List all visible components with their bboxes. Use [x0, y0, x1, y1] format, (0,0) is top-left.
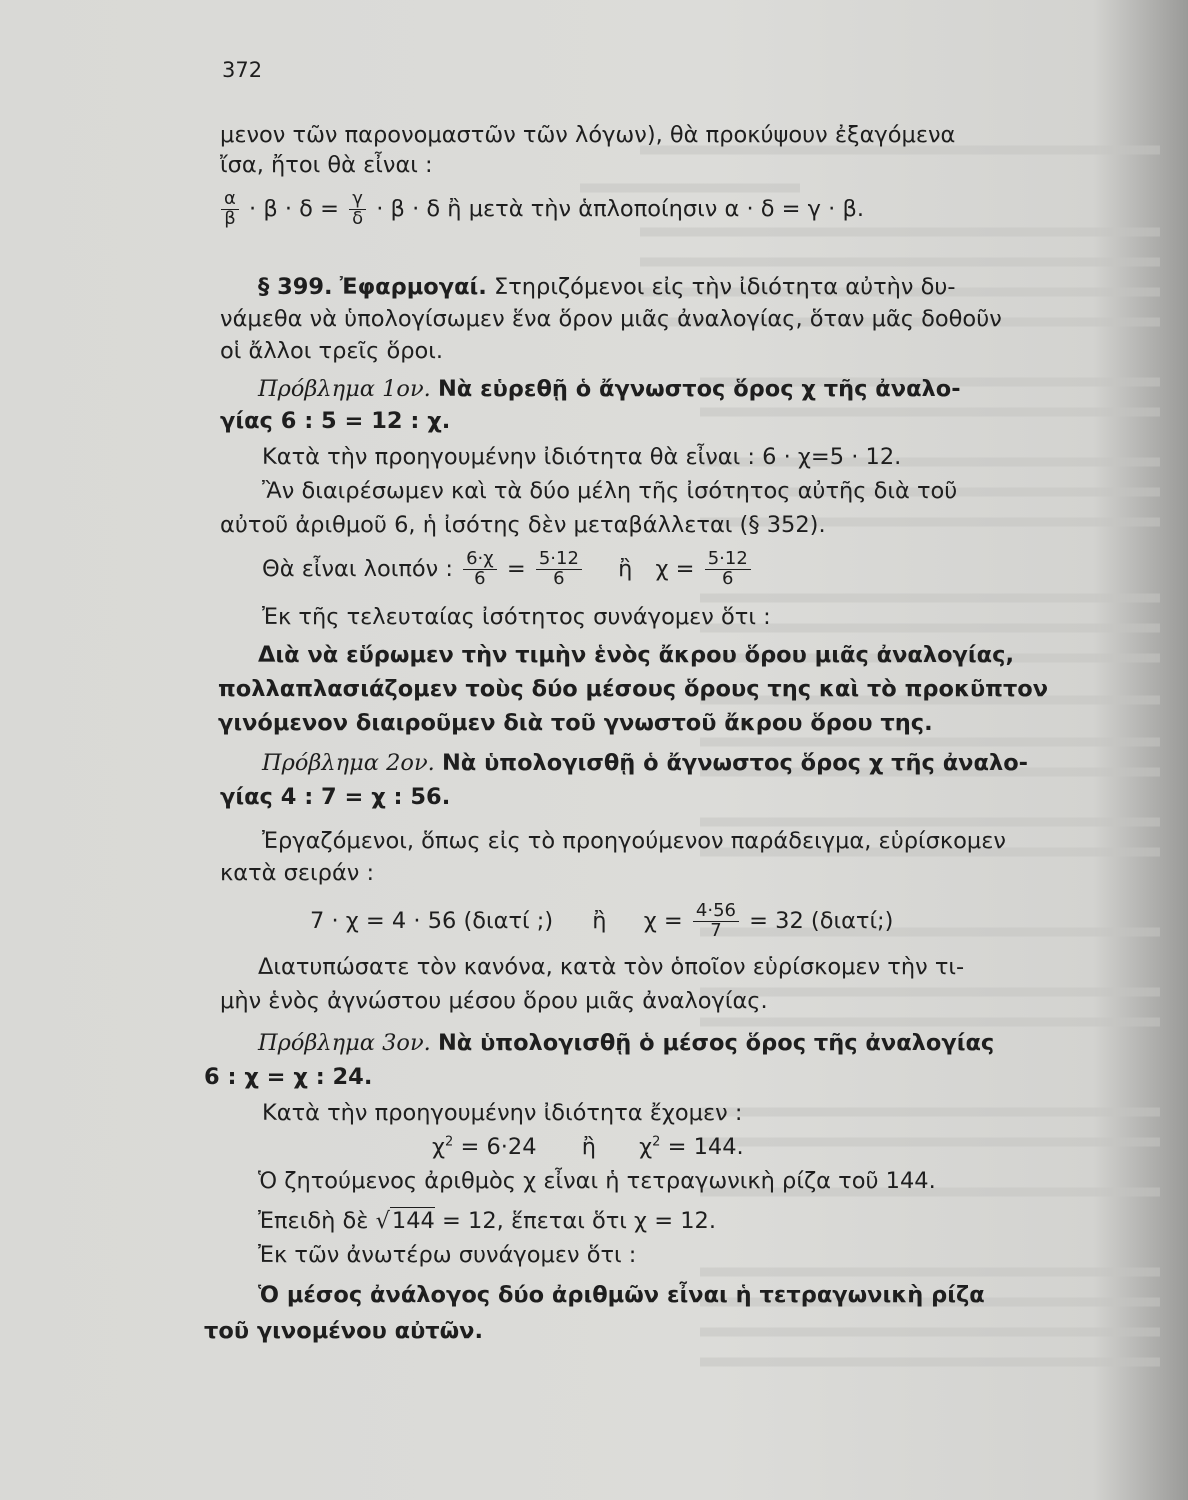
fraction: $\frac{\alpha}{\beta}$	[221, 190, 239, 229]
text-line: αὐτοῦ ἀριθμοῦ 6, ἡ ἰσότης δὲν μεταβάλλεται (§ 352).	[220, 512, 826, 538]
problem-2-heading: Πρόβλημα 2ον. Νὰ ὑπολογισθῇ ὁ ἄγνωστος ὅρος χ τῆς ἀναλο-	[262, 750, 1028, 776]
text-line: μὴν ἑνὸς ἀγνώστου μέσου ὅρου μιᾶς ἀναλογίας.	[220, 988, 768, 1014]
rule-text: Ὁ μέσος ἀνάλογος δύο ἀριθμῶν εἶναι ἡ τετραγωνικὴ ρίζα	[258, 1282, 985, 1308]
section-number: § 399.	[258, 274, 333, 300]
text-line: γίας 6 : 5 = 12 : χ.	[220, 408, 451, 434]
fraction: $\frac{5\cdot 12}{6}$	[705, 550, 751, 589]
rule-text: Διὰ νὰ εὕρωμεν τὴν τιμὴν ἑνὸς ἄκρου ὅρου μιᾶς ἀναλογίας,	[258, 642, 1014, 668]
problem-label: Πρόβλημα 1ον.	[258, 376, 431, 402]
rule-text: γινόμενον διαιροῦμεν διὰ τοῦ γνωστοῦ ἄκρου ὅρου της.	[218, 710, 933, 736]
section-heading-line: § 399. Ἐφαρμογαί. Στηριζόμενοι εἰς τὴν ἰδιότητα αὐτὴν δυ-	[258, 274, 956, 300]
problem-label: Πρόβλημα 2ον.	[262, 750, 435, 776]
fraction: $\frac{4\cdot 56}{7}$	[693, 902, 739, 941]
text-line: Κατὰ τὴν προηγουμένην ἰδιότητα θὰ εἶναι : 6 · χ=5 · 12.	[262, 444, 902, 470]
sqrt-radicand: 144	[391, 1208, 435, 1234]
problem-label: Πρόβλημα 3ον.	[258, 1030, 431, 1056]
text-line: Κατὰ τὴν προηγουμένην ἰδιότητα ἔχομεν :	[262, 1100, 743, 1126]
equation-line: Θὰ εἶναι λοιπόν : $\frac{6\cdot\chi}{6}$ = $\frac{5\cdot 12}{6}$ ἢ χ = $\frac{5\cdot 12}{6}$	[262, 550, 754, 589]
text-line: Ἂν διαιρέσωμεν καὶ τὰ δύο μέλη τῆς ἰσότητος αὐτῆς διὰ τοῦ	[262, 478, 958, 504]
equation-line: Ἐπειδὴ δὲ √144 = 12, ἕπεται ὅτι χ = 12.	[258, 1208, 716, 1234]
fraction: $\frac{\gamma}{\delta}$	[349, 190, 366, 229]
text-line: Διατυπώσατε τὸν κανόνα, κατὰ τὸν ὁποῖον εὑρίσκομεν τὴν τι-	[258, 954, 965, 980]
text-line: γίας 4 : 7 = χ : 56.	[220, 784, 451, 810]
text-line: ἴσα, ἤτοι θὰ εἶναι :	[220, 152, 433, 178]
text-line: κατὰ σειράν :	[220, 860, 375, 886]
text-line: οἱ ἄλλοι τρεῖς ὅροι.	[220, 338, 444, 364]
text-line: 6 : χ = χ : 24.	[204, 1064, 373, 1090]
text-line: μενον τῶν παρονομαστῶν τῶν λόγων), θὰ προκύψουν ἐξαγόμενα	[220, 122, 956, 148]
equation-line: $\chi^2 = 6\cdot 24$ ἢ $\chi^2 = 144$.	[432, 1134, 744, 1160]
equation-line: $\frac{\alpha}{\beta}$ · β · δ = $\frac{\gamma}{\delta}$ · β · δ ἢ μετὰ τὴν ἁπλοποίησιν α · δ = γ · β.	[218, 190, 864, 229]
section-title: Ἐφαρμογαί.	[339, 274, 487, 300]
page-number: 372	[222, 58, 263, 82]
equation-line: 7 · χ = 4 · 56 (διατί ;) ἢ χ = $\frac{4\cdot 56}{7}$ = 32 (διατί;)	[310, 900, 894, 941]
text-line: Ἐργαζόμενοι, ὅπως εἰς τὸ προηγούμενον παράδειγμα, εὑρίσκομεν	[262, 828, 1006, 854]
problem-3-heading: Πρόβλημα 3ον. Νὰ ὑπολογισθῇ ὁ μέσος ὅρος τῆς ἀναλογίας	[258, 1030, 995, 1056]
fraction: $\frac{5\cdot 12}{6}$	[536, 550, 582, 589]
text-line: Ἐκ τῆς τελευταίας ἰσότητος συνάγομεν ὅτι :	[262, 604, 771, 630]
rule-text: τοῦ γινομένου αὐτῶν.	[204, 1318, 484, 1344]
fraction: $\frac{6\cdot\chi}{6}$	[463, 550, 497, 589]
text-line: Ἐκ τῶν ἀνωτέρω συνάγομεν ὅτι :	[258, 1242, 637, 1268]
text-line: Ὁ ζητούμενος ἀριθμὸς χ εἶναι ἡ τετραγωνικὴ ρίζα τοῦ 144.	[258, 1168, 936, 1194]
text-line: νάμεθα νὰ ὑπολογίσωμεν ἕνα ὅρον μιᾶς ἀναλογίας, ὅταν μᾶς δοθοῦν	[220, 306, 1002, 332]
rule-text: πολλαπλασιάζομεν τοὺς δύο μέσους ὅρους της καὶ τὸ προκῦπτον	[218, 676, 1049, 702]
problem-1-heading: Πρόβλημα 1ον. Νὰ εὑρεθῇ ὁ ἄγνωστος ὅρος χ τῆς ἀναλο-	[258, 376, 961, 402]
